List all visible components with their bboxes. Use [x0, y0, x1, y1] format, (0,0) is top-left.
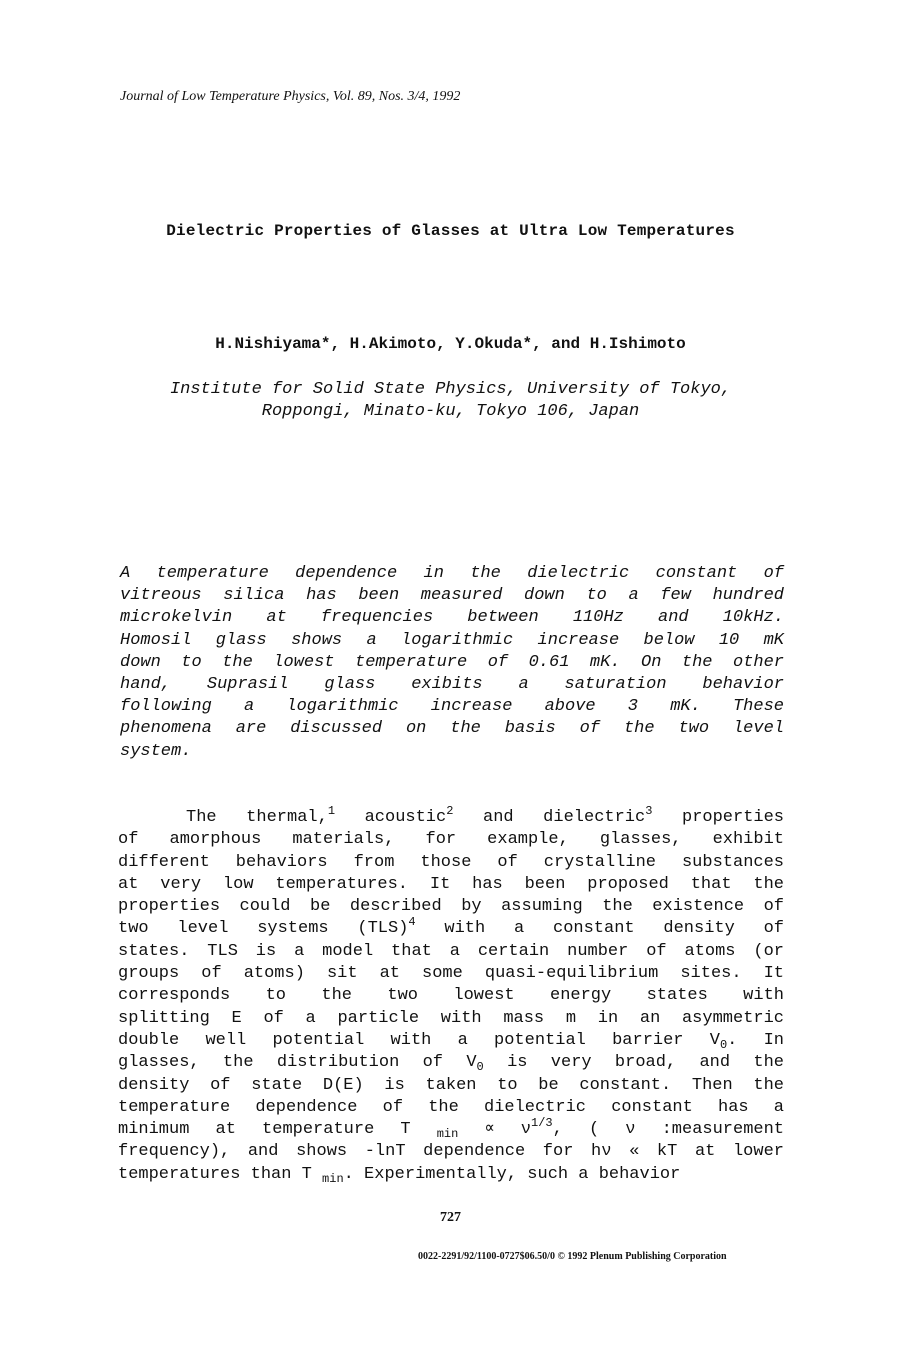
subscript: min: [322, 1171, 344, 1186]
body-line: [118, 915, 784, 940]
body-text-fragment: minimum at temperature T: [118, 1120, 437, 1140]
body-text-fragment: and dielectric: [453, 808, 646, 827]
abstract-line: phenomena are discussed on the basis of the two level: [120, 719, 784, 739]
journal-citation: Journal of Low Temperature Physics, Vol. 89, Nos. 3/4, 1992: [120, 89, 461, 104]
page-number: 727: [440, 1210, 461, 1225]
body-line: different behaviors from those of crystalline substances: [118, 852, 784, 872]
body-text-fragment: is very broad, and the: [483, 1053, 784, 1073]
exponent-superscript: 1/3: [531, 1116, 553, 1131]
affiliation-line-1: Institute for Solid State Physics, University of Tokyo,: [169, 380, 732, 399]
subscript: 0: [719, 1037, 728, 1052]
subscript: 0: [476, 1060, 484, 1075]
body-text-fragment: . In: [727, 1030, 784, 1050]
body-line: at very low temperatures. It has been proposed that the: [118, 874, 784, 894]
body-text-fragment: glasses, the distribution of V: [118, 1053, 477, 1073]
affiliation-line-2: Roppongi, Minato-ku, Tokyo 106, Japan: [261, 402, 640, 421]
body-line: splitting E of a particle with mass m in an asymmetric: [118, 1008, 784, 1028]
body-line: groups of atoms) sit at some quasi-equilibrium sites. It: [118, 964, 784, 984]
body-text: [118, 804, 785, 1186]
body-line: [118, 1052, 784, 1074]
body-text-fragment: , ( ν :measurement: [552, 1120, 785, 1140]
author-list: H.Nishiyama*, H.Akimoto, Y.Okuda*, and H.Ishimoto: [215, 335, 686, 353]
abstract-line: microkelvin at frequencies between 110Hz and 10kHz.: [120, 608, 784, 628]
reference-superscript: 4: [408, 915, 416, 930]
body-line: [118, 1116, 785, 1142]
abstract-line: vitreous silica has been measured down to a few hundred: [120, 586, 784, 606]
body-line: corresponds to the two lowest energy states with: [118, 986, 784, 1006]
body-line: properties could be described by assuming the existence of: [118, 897, 784, 917]
body-line: [118, 804, 785, 829]
body-text-fragment: . Experimentally, such a behavior: [343, 1164, 681, 1184]
abstract-line: system.: [120, 741, 192, 761]
paper-title: Dielectric Properties of Glasses at Ultra Low Temperatures: [166, 222, 735, 240]
body-text-fragment: The thermal,: [186, 808, 328, 827]
subscript: min: [436, 1127, 459, 1142]
body-text-fragment: double well potential with a potential barrier V: [118, 1030, 720, 1050]
affiliation: [0, 379, 901, 423]
body-text-fragment: ∝ ν: [458, 1120, 532, 1140]
body-line: of amorphous materials, for example, glasses, exhibit: [118, 830, 784, 850]
abstract-line: Homosil glass shows a logarithmic increase below 10 mK: [120, 630, 784, 650]
body-line: frequency), and shows -lnT dependence for hν « kT at lower: [118, 1142, 784, 1162]
abstract-line: down to the lowest temperature of 0.61 mK. On the other: [120, 652, 784, 672]
reference-superscript: 1: [327, 804, 336, 818]
body-line: [118, 1164, 784, 1186]
body-text-fragment: with a constant density of: [415, 919, 784, 939]
abstract-line: A temperature dependence in the dielectric constant of: [120, 564, 784, 583]
reference-superscript: 3: [645, 804, 653, 818]
body-text-fragment: properties: [652, 808, 785, 827]
reference-superscript: 2: [446, 804, 454, 818]
body-text-fragment: temperatures than T: [118, 1164, 323, 1184]
body-text-fragment: two level systems (TLS): [118, 919, 409, 939]
body-line: [118, 1030, 784, 1052]
body-line: states. TLS is a model that a certain number of atoms (or: [118, 941, 784, 961]
body-line: density of state D(E) is taken to be constant. Then the: [118, 1075, 784, 1095]
body-text-fragment: acoustic: [335, 808, 447, 827]
abstract: [120, 563, 784, 763]
copyright-line: 0022-2291/92/1100-0727$06.50/0 © 1992 Plenum Publishing Corporation: [418, 1251, 727, 1262]
body-line: temperature dependence of the dielectric constant has a: [118, 1097, 784, 1117]
abstract-line: hand, Suprasil glass exibits a saturation behavior: [120, 674, 784, 694]
abstract-line: following a logarithmic increase above 3 mK. These: [120, 697, 784, 717]
